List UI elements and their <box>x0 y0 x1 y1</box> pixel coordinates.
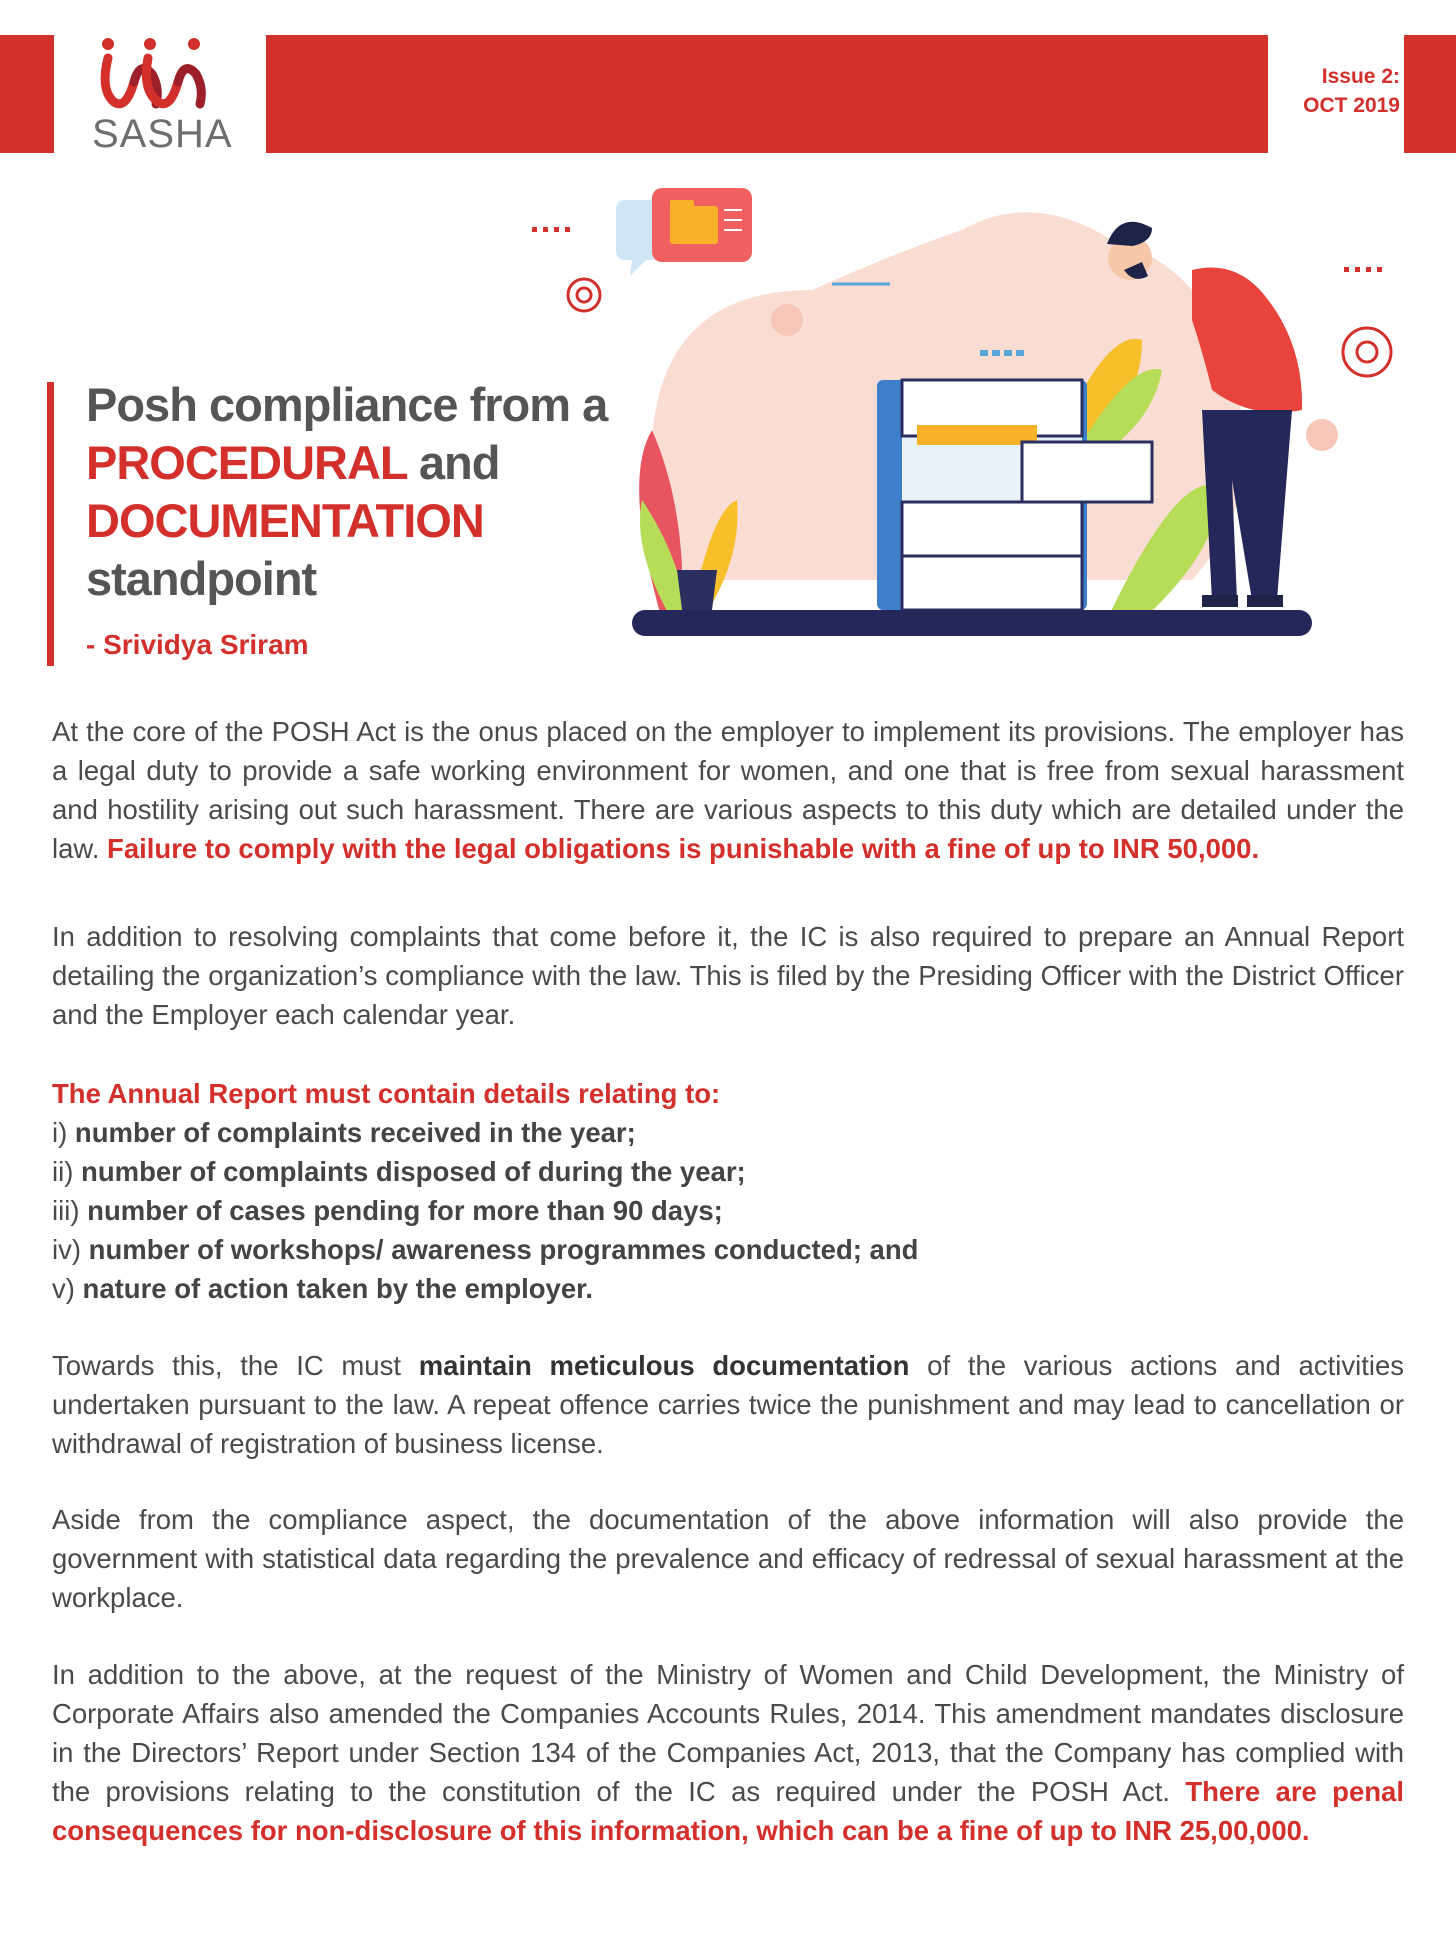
list-item-number: ii) <box>52 1156 74 1187</box>
paragraph-disclosure <box>52 1655 1404 1850</box>
issue-number: Issue 2: <box>1321 65 1400 88</box>
disclosure-text: In addition to the above, at the request of the Ministry of Women and Child Development, the Ministry of Corporate Affairs also amended the Companies Accounts Rules, 2014. This amendment mandates disclosure in the Directors’ Report under Section 134 of the Companies Act, 2013, that the Company has complied with the provisions relating to the constitution of the IC as required under the POSH Act. <box>52 1659 1404 1807</box>
list-item-text: nature of action taken by the employer. <box>74 1273 593 1304</box>
list-item-text: number of complaints disposed of during the year; <box>73 1156 746 1187</box>
title-line-1: Posh compliance from a <box>86 378 608 431</box>
paragraph-intro <box>52 712 1404 868</box>
header-bar-right <box>1404 35 1456 153</box>
disclosure-fine-highlight: There are penal consequences for non-disclosure of this information, which can be a fine of up to INR 25,00,000. <box>52 1776 1404 1846</box>
title-procedural: PROCEDURAL <box>86 436 407 489</box>
list-item-text: number of complaints received in the year; <box>67 1117 636 1148</box>
list-item-number: v) <box>52 1273 75 1304</box>
list-item-number: i) <box>52 1117 68 1148</box>
list-item <box>52 1230 1404 1269</box>
title-accent-rule <box>47 382 54 666</box>
floor-line <box>632 610 1312 636</box>
issue-date: OCT 2019 <box>1303 94 1400 117</box>
paragraph-documentation <box>52 1346 1404 1463</box>
doc-text-post: of the various actions and activities undertaken pursuant to the law. A repeat offence carries twice the punishment and may lead to cancellation or withdrawal of registration of business license. <box>52 1350 1405 1459</box>
gear-icon <box>1343 328 1391 376</box>
title-and: and <box>406 436 500 489</box>
logo-wordmark: SASHA <box>92 112 233 156</box>
doc-text-pre: Towards this, the IC must <box>52 1350 419 1381</box>
doc-text-bold: maintain meticulous documentation <box>418 1350 910 1381</box>
list-item-number: iii) <box>52 1195 80 1226</box>
chat-bubble-icon <box>616 188 752 276</box>
list-item <box>52 1191 1404 1230</box>
annual-report-list <box>52 1074 1404 1308</box>
intro-fine-highlight: Failure to comply with the legal obligations is punishable with a fine of up to INR 50,000. <box>107 833 1260 864</box>
gear-icon <box>568 279 600 311</box>
filing-cabinet-illustration <box>512 180 1412 660</box>
intro-text: At the core of the POSH Act is the onus placed on the employer to implement its provisions. The employer has a legal duty to provide a safe working environment for women, and one that is free from sexual harassment and hostility arising out such harassment. There are various aspects to this duty which are detailed under the law. <box>52 716 1404 864</box>
list-item <box>52 1152 1404 1191</box>
list-item-text: number of cases pending for more than 90 days; <box>79 1195 723 1226</box>
issue-label <box>1270 62 1400 120</box>
list-heading: The Annual Report must contain details relating to: <box>52 1078 721 1109</box>
author-byline: - Srividya Sriram <box>86 629 309 660</box>
title-line-4: standpoint <box>86 552 317 605</box>
list-item-text: number of workshops/ awareness programmes conducted; and <box>81 1234 919 1265</box>
paragraph-statistics: Aside from the compliance aspect, the documentation of the above information will also provide the government with statistical data regarding the prevalence and efficacy of redressal of sexual harassment at the workplace. <box>52 1504 1404 1613</box>
paragraph-annual-report: In addition to resolving complaints that come before it, the IC is also required to prepare an Annual Report detailing the organization’s compliance with the law. This is filed by the Presiding Officer with the District Officer and the Employer each calendar year. <box>52 921 1404 1030</box>
list-item <box>52 1113 1404 1152</box>
header-bar-center <box>266 35 1268 153</box>
list-item <box>52 1269 1404 1308</box>
title-documentation: DOCUMENTATION <box>86 494 484 547</box>
list-item-number: iv) <box>52 1234 82 1265</box>
header-bar-left <box>0 35 54 153</box>
